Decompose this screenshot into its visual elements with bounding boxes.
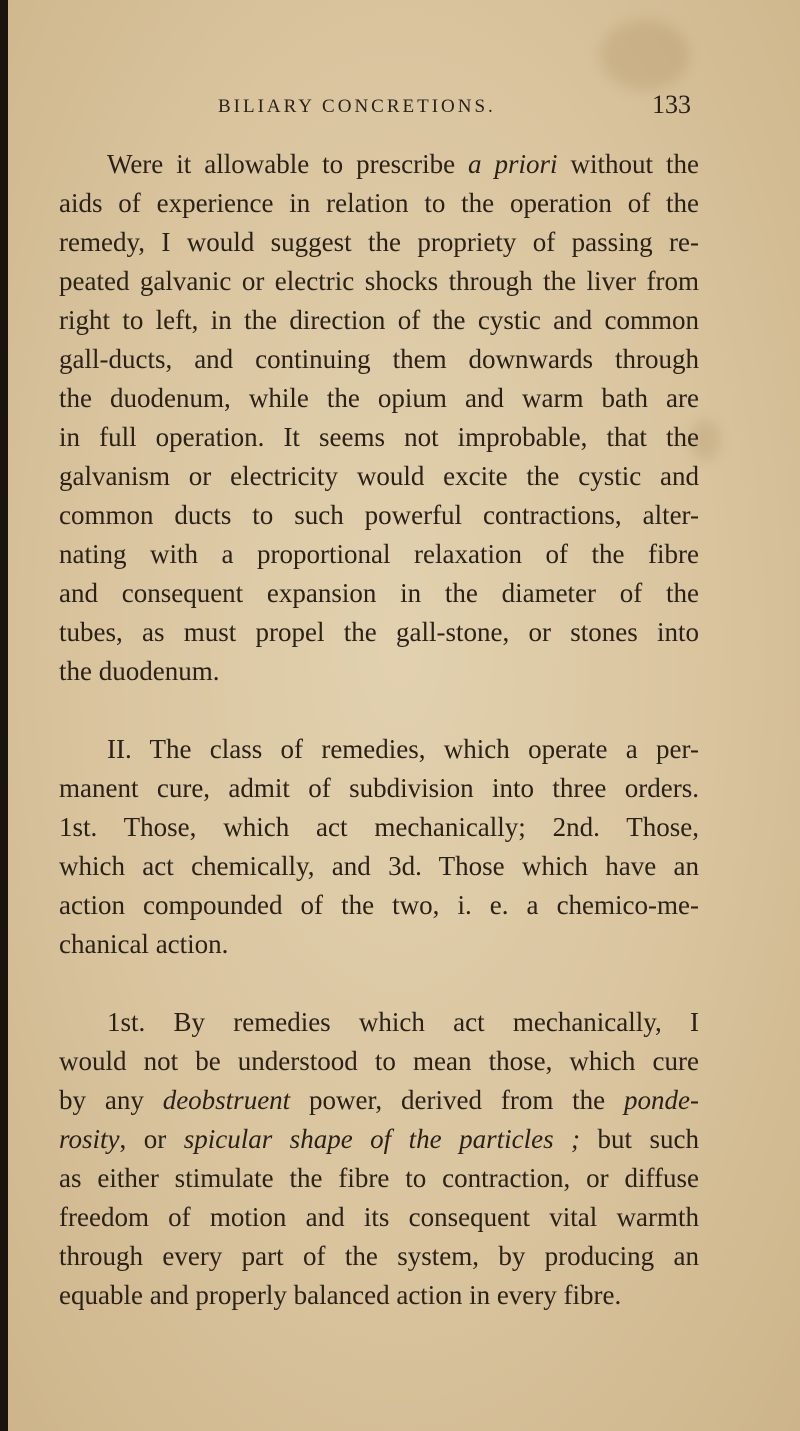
italic-text: a priori (468, 149, 558, 179)
text-line (59, 379, 699, 418)
text-run: 1st. Those, which act mechanically; 2nd. Those, (59, 812, 699, 842)
text-run: which act chemically, and 3d. Those which have an (59, 851, 699, 881)
text-line (59, 496, 699, 535)
text-line (107, 1003, 699, 1042)
text-line (59, 418, 699, 457)
text-line (59, 847, 699, 886)
text-run: the duodenum, while the opium and warm bath are (59, 383, 699, 413)
page-header (0, 92, 800, 122)
text-run: peated galvanic or electric shocks through the liver from (59, 266, 699, 296)
text-run: as either stimulate the fibre to contraction, or diffuse (59, 1163, 699, 1193)
text-line (107, 145, 699, 184)
text-line (59, 652, 699, 691)
text-line (59, 340, 699, 379)
text-run: through every part of the system, by producing an (59, 1241, 699, 1271)
text-line (59, 769, 699, 808)
text-line (59, 808, 699, 847)
text-run: gall-ducts, and continuing them downwards through (59, 344, 699, 374)
text-line (59, 574, 699, 613)
text-line (59, 223, 699, 262)
text-run: and consequent expansion in the diameter of the (59, 578, 699, 608)
text-line (59, 262, 699, 301)
text-run: manent cure, admit of subdivision into three orders. (59, 773, 699, 803)
text-line (59, 535, 699, 574)
text-run: , or (119, 1124, 184, 1154)
text-line (59, 301, 699, 340)
text-run: Were it allowable to prescribe (107, 149, 469, 179)
text-line (59, 1276, 699, 1315)
text-line (59, 1081, 699, 1120)
text-run: remedy, I would suggest the propriety of passing re- (59, 227, 699, 257)
text-run: would not be understood to mean those, which cure (59, 1046, 699, 1076)
text-run: common ducts to such powerful contractions, alter- (59, 500, 699, 530)
text-run: in full operation. It seems not improbable, that the (59, 422, 699, 452)
text-run: nating with a proportional relaxation of the fibre (59, 539, 699, 569)
text-run: 1st. By remedies which act mechanically, I (107, 1007, 699, 1037)
text-run: action compounded of the two, i. e. a chemico-me- (59, 890, 699, 920)
text-line (59, 886, 699, 925)
text-run: without the (557, 149, 699, 179)
text-run: but such (580, 1124, 699, 1154)
italic-text: spicular shape of the particles ; (183, 1124, 581, 1154)
text-line (59, 613, 699, 652)
text-line (59, 184, 699, 223)
text-run: right to left, in the direction of the cystic and common (59, 305, 699, 335)
paper-stain (600, 20, 690, 90)
text-run: aids of experience in relation to the operation of the (59, 188, 699, 218)
text-line (59, 1198, 699, 1237)
text-run: the duodenum. (59, 656, 220, 686)
text-line (59, 1159, 699, 1198)
page-number: 133 (652, 90, 691, 119)
text-run: II. The class of remedies, which operate a per- (107, 734, 699, 764)
text-run: equable and properly balanced action in every fibre. (59, 1280, 622, 1310)
running-title: BILIARY CONCRETIONS. (218, 96, 496, 117)
text-line (59, 925, 699, 964)
text-run: tubes, as must propel the gall-stone, or stones into (59, 617, 699, 647)
text-line (59, 1120, 699, 1159)
text-line (107, 730, 699, 769)
italic-text: deobstruent (162, 1085, 291, 1115)
text-run: by any (59, 1085, 163, 1115)
page-binding-edge (0, 0, 8, 1431)
italic-text: rosity (59, 1124, 120, 1154)
italic-text: ponde- (624, 1085, 699, 1115)
text-run: power, derived from the (290, 1085, 625, 1115)
text-line (59, 1237, 699, 1276)
text-run: chanical action. (59, 929, 229, 959)
text-line (59, 457, 699, 496)
text-line (59, 1042, 699, 1081)
text-run: galvanism or electricity would excite the cystic and (59, 461, 699, 491)
text-run: freedom of motion and its consequent vital warmth (59, 1202, 699, 1232)
